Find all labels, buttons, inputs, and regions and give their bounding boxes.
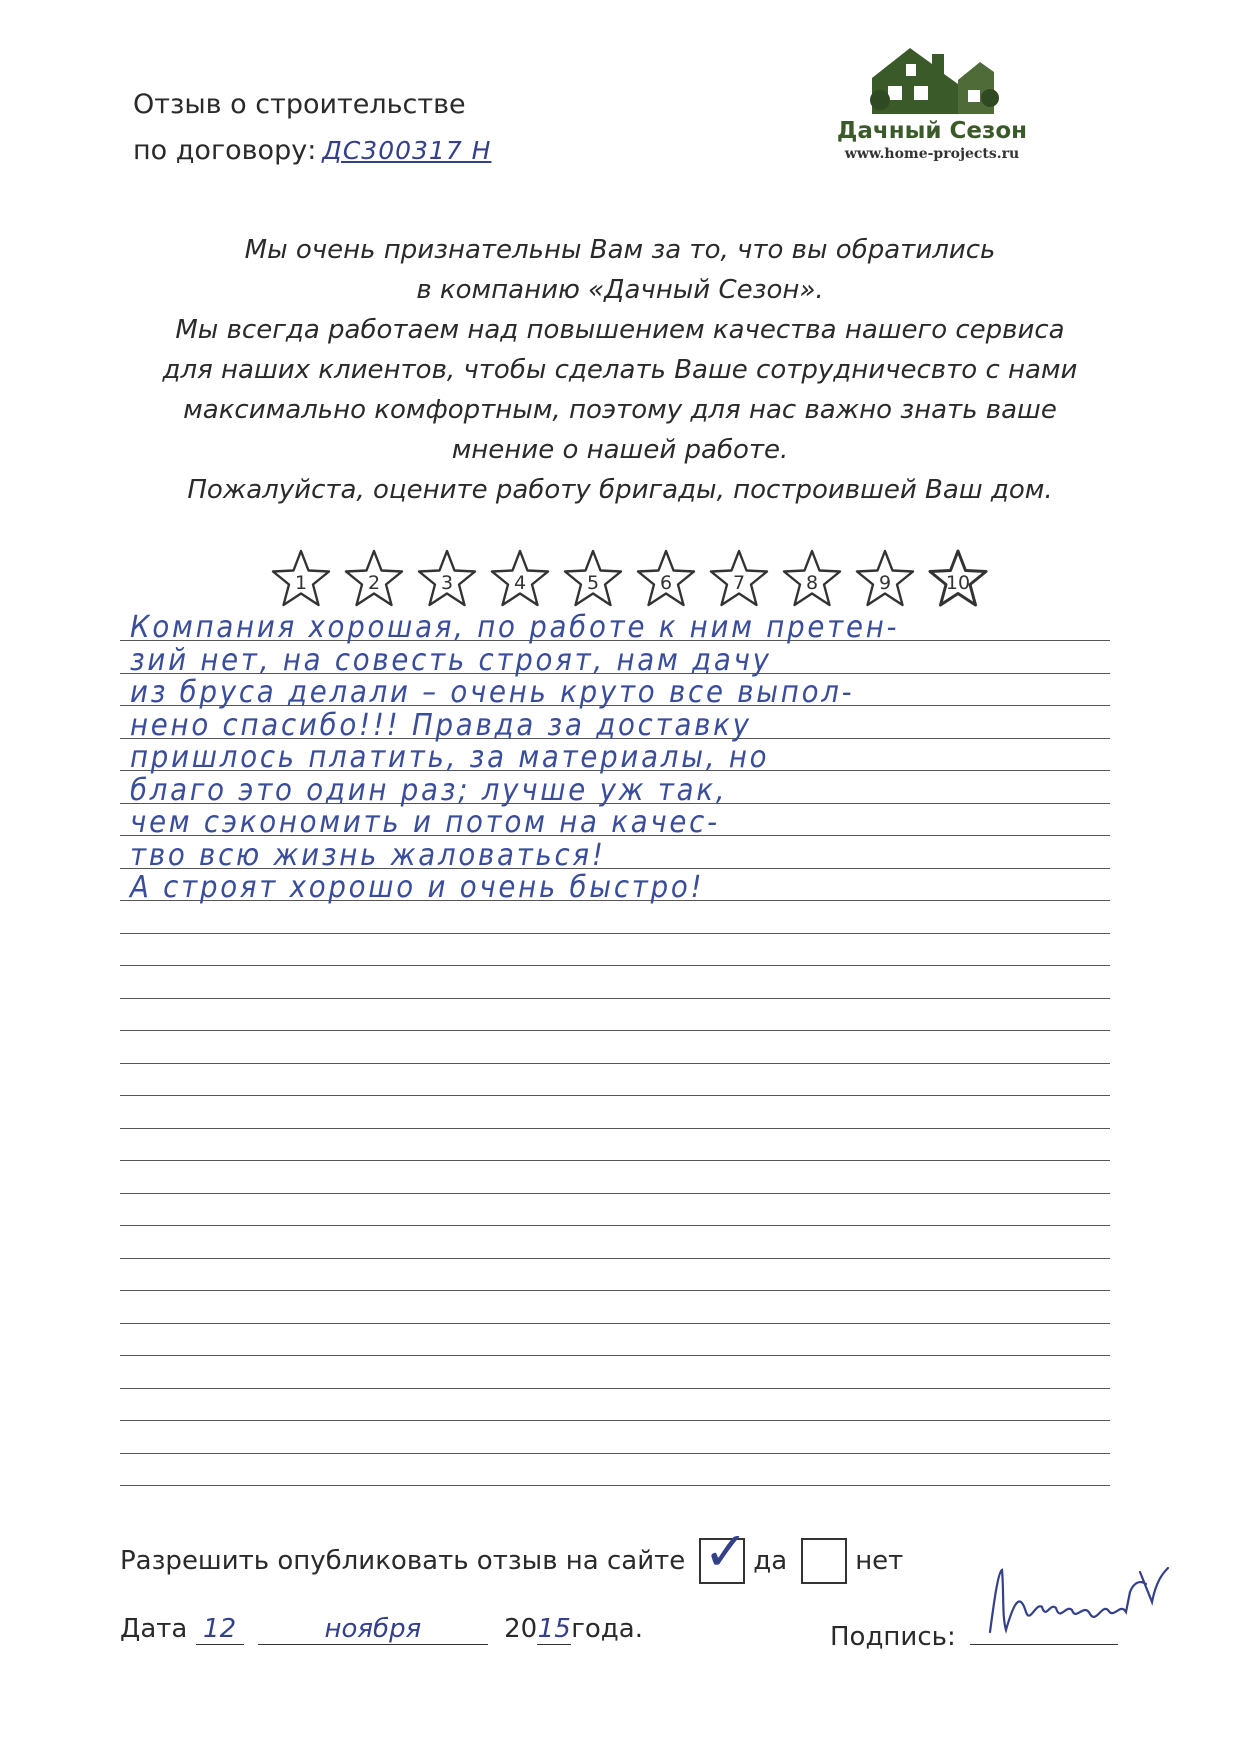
date-day-field[interactable] [196, 1614, 244, 1645]
intro-line: в компанию «Дачный Сезон». [416, 275, 824, 305]
ruled-line [120, 1290, 1110, 1291]
logo-name: Дачный Сезон [836, 118, 1028, 144]
date-year-prefix: 20 [504, 1614, 538, 1644]
review-line: А строят хорошо и очень быстро! [130, 870, 705, 905]
ruled-line [120, 1063, 1110, 1064]
star-number: 5 [586, 572, 600, 594]
star-rating-3[interactable] [416, 548, 478, 610]
date-label: Дата [120, 1614, 188, 1644]
star-rating-7[interactable] [708, 548, 770, 610]
ruled-line [120, 933, 1110, 934]
review-line: пришлось платить, за материалы, но [130, 740, 770, 775]
review-line: нено спасибо!!! Правда за доставку [130, 707, 752, 743]
ruled-line [120, 1258, 1110, 1259]
intro-text [130, 230, 1110, 510]
review-line: тво всю жизнь жаловаться! [130, 837, 606, 873]
star-number: 8 [805, 572, 819, 594]
contract-number: ДС300317 Н [322, 136, 492, 165]
ruled-line [120, 1485, 1110, 1486]
star-number: 2 [367, 572, 381, 594]
ruled-line [120, 1323, 1110, 1324]
intro-line: максимально комфортным, поэтому для нас важно знать ваше [183, 395, 1057, 425]
date-month-field[interactable] [258, 1614, 488, 1645]
star-number: 10 [945, 572, 971, 594]
date-month: ноября [324, 1614, 422, 1644]
review-line: зий нет, на совесть строят, нам дачу [130, 642, 772, 678]
review-line: чем сэкономить и потом на качес- [130, 805, 720, 840]
date-year-field[interactable] [537, 1614, 571, 1645]
star-rating-4[interactable] [489, 548, 551, 610]
signature-field[interactable] [970, 1644, 1118, 1645]
logo-url: www.home-projects.ru [844, 146, 1020, 162]
review-text[interactable] [130, 612, 1140, 905]
ruled-line [120, 1030, 1110, 1031]
signature-row [830, 1622, 1118, 1652]
contract-row [133, 128, 491, 174]
star-rating-9[interactable] [854, 548, 916, 610]
publish-no-label: нет [855, 1546, 904, 1576]
signature-scribble [980, 1562, 1170, 1642]
star-number: 4 [513, 572, 527, 594]
review-line: из бруса делали – очень круто все выпол- [130, 675, 855, 710]
intro-line: Мы всегда работаем над повышением качества нашего сервиса [175, 315, 1065, 345]
ruled-line [120, 965, 1110, 966]
ruled-line [120, 1355, 1110, 1356]
intro-line: Мы очень признательны Вам за то, что вы обратились [244, 235, 996, 265]
check-icon: ✓ [703, 1520, 749, 1583]
publish-yes-label: да [753, 1546, 788, 1576]
star-number: 9 [878, 572, 892, 594]
star-rating-10[interactable] [927, 548, 989, 610]
company-logo [822, 40, 1042, 170]
ruled-line [120, 1420, 1110, 1421]
form-title: Отзыв о строительстве [133, 89, 466, 120]
star-rating-1[interactable] [270, 548, 332, 610]
ruled-line [120, 998, 1110, 999]
star-rating-5[interactable] [562, 548, 624, 610]
ruled-line [120, 1388, 1110, 1389]
publish-label: Разрешить опубликовать отзыв на сайте [120, 1546, 686, 1576]
star-number: 3 [440, 572, 454, 594]
header-block [133, 82, 491, 174]
ruled-line [120, 1453, 1110, 1454]
date-suffix: года. [571, 1614, 643, 1644]
review-line: благо это один раз; лучше уж так, [130, 772, 728, 808]
intro-line: Пожалуйста, оцените работу бригады, построившей Ваш дом. [187, 475, 1053, 505]
ruled-line [120, 1095, 1110, 1096]
date-year: 15 [537, 1614, 571, 1644]
date-day: 12 [203, 1614, 237, 1644]
ruled-line [120, 1225, 1110, 1226]
ruled-line [120, 1193, 1110, 1194]
contract-label: по договору: [133, 135, 317, 166]
ruled-line [120, 1160, 1110, 1161]
publish-yes-checkbox[interactable] [699, 1520, 749, 1584]
rating-stars [270, 548, 990, 618]
star-number: 7 [732, 572, 746, 594]
star-rating-2[interactable] [343, 548, 405, 610]
review-line: Компания хорошая, по работе к ним претен- [130, 610, 900, 645]
date-row [120, 1614, 643, 1645]
publish-no-checkbox[interactable] [801, 1538, 847, 1584]
star-rating-8[interactable] [781, 548, 843, 610]
star-number: 1 [294, 572, 308, 594]
publish-consent-row [120, 1520, 904, 1584]
house-logo-icon [862, 40, 1002, 116]
signature-label: Подпись: [830, 1622, 956, 1652]
star-rating-6[interactable] [635, 548, 697, 610]
intro-line: для наших клиентов, чтобы сделать Ваше сотрудничесвто с нами [162, 355, 1078, 385]
star-number: 6 [659, 572, 673, 594]
ruled-line [120, 1128, 1110, 1129]
intro-line: мнение о нашей работе. [451, 435, 789, 465]
